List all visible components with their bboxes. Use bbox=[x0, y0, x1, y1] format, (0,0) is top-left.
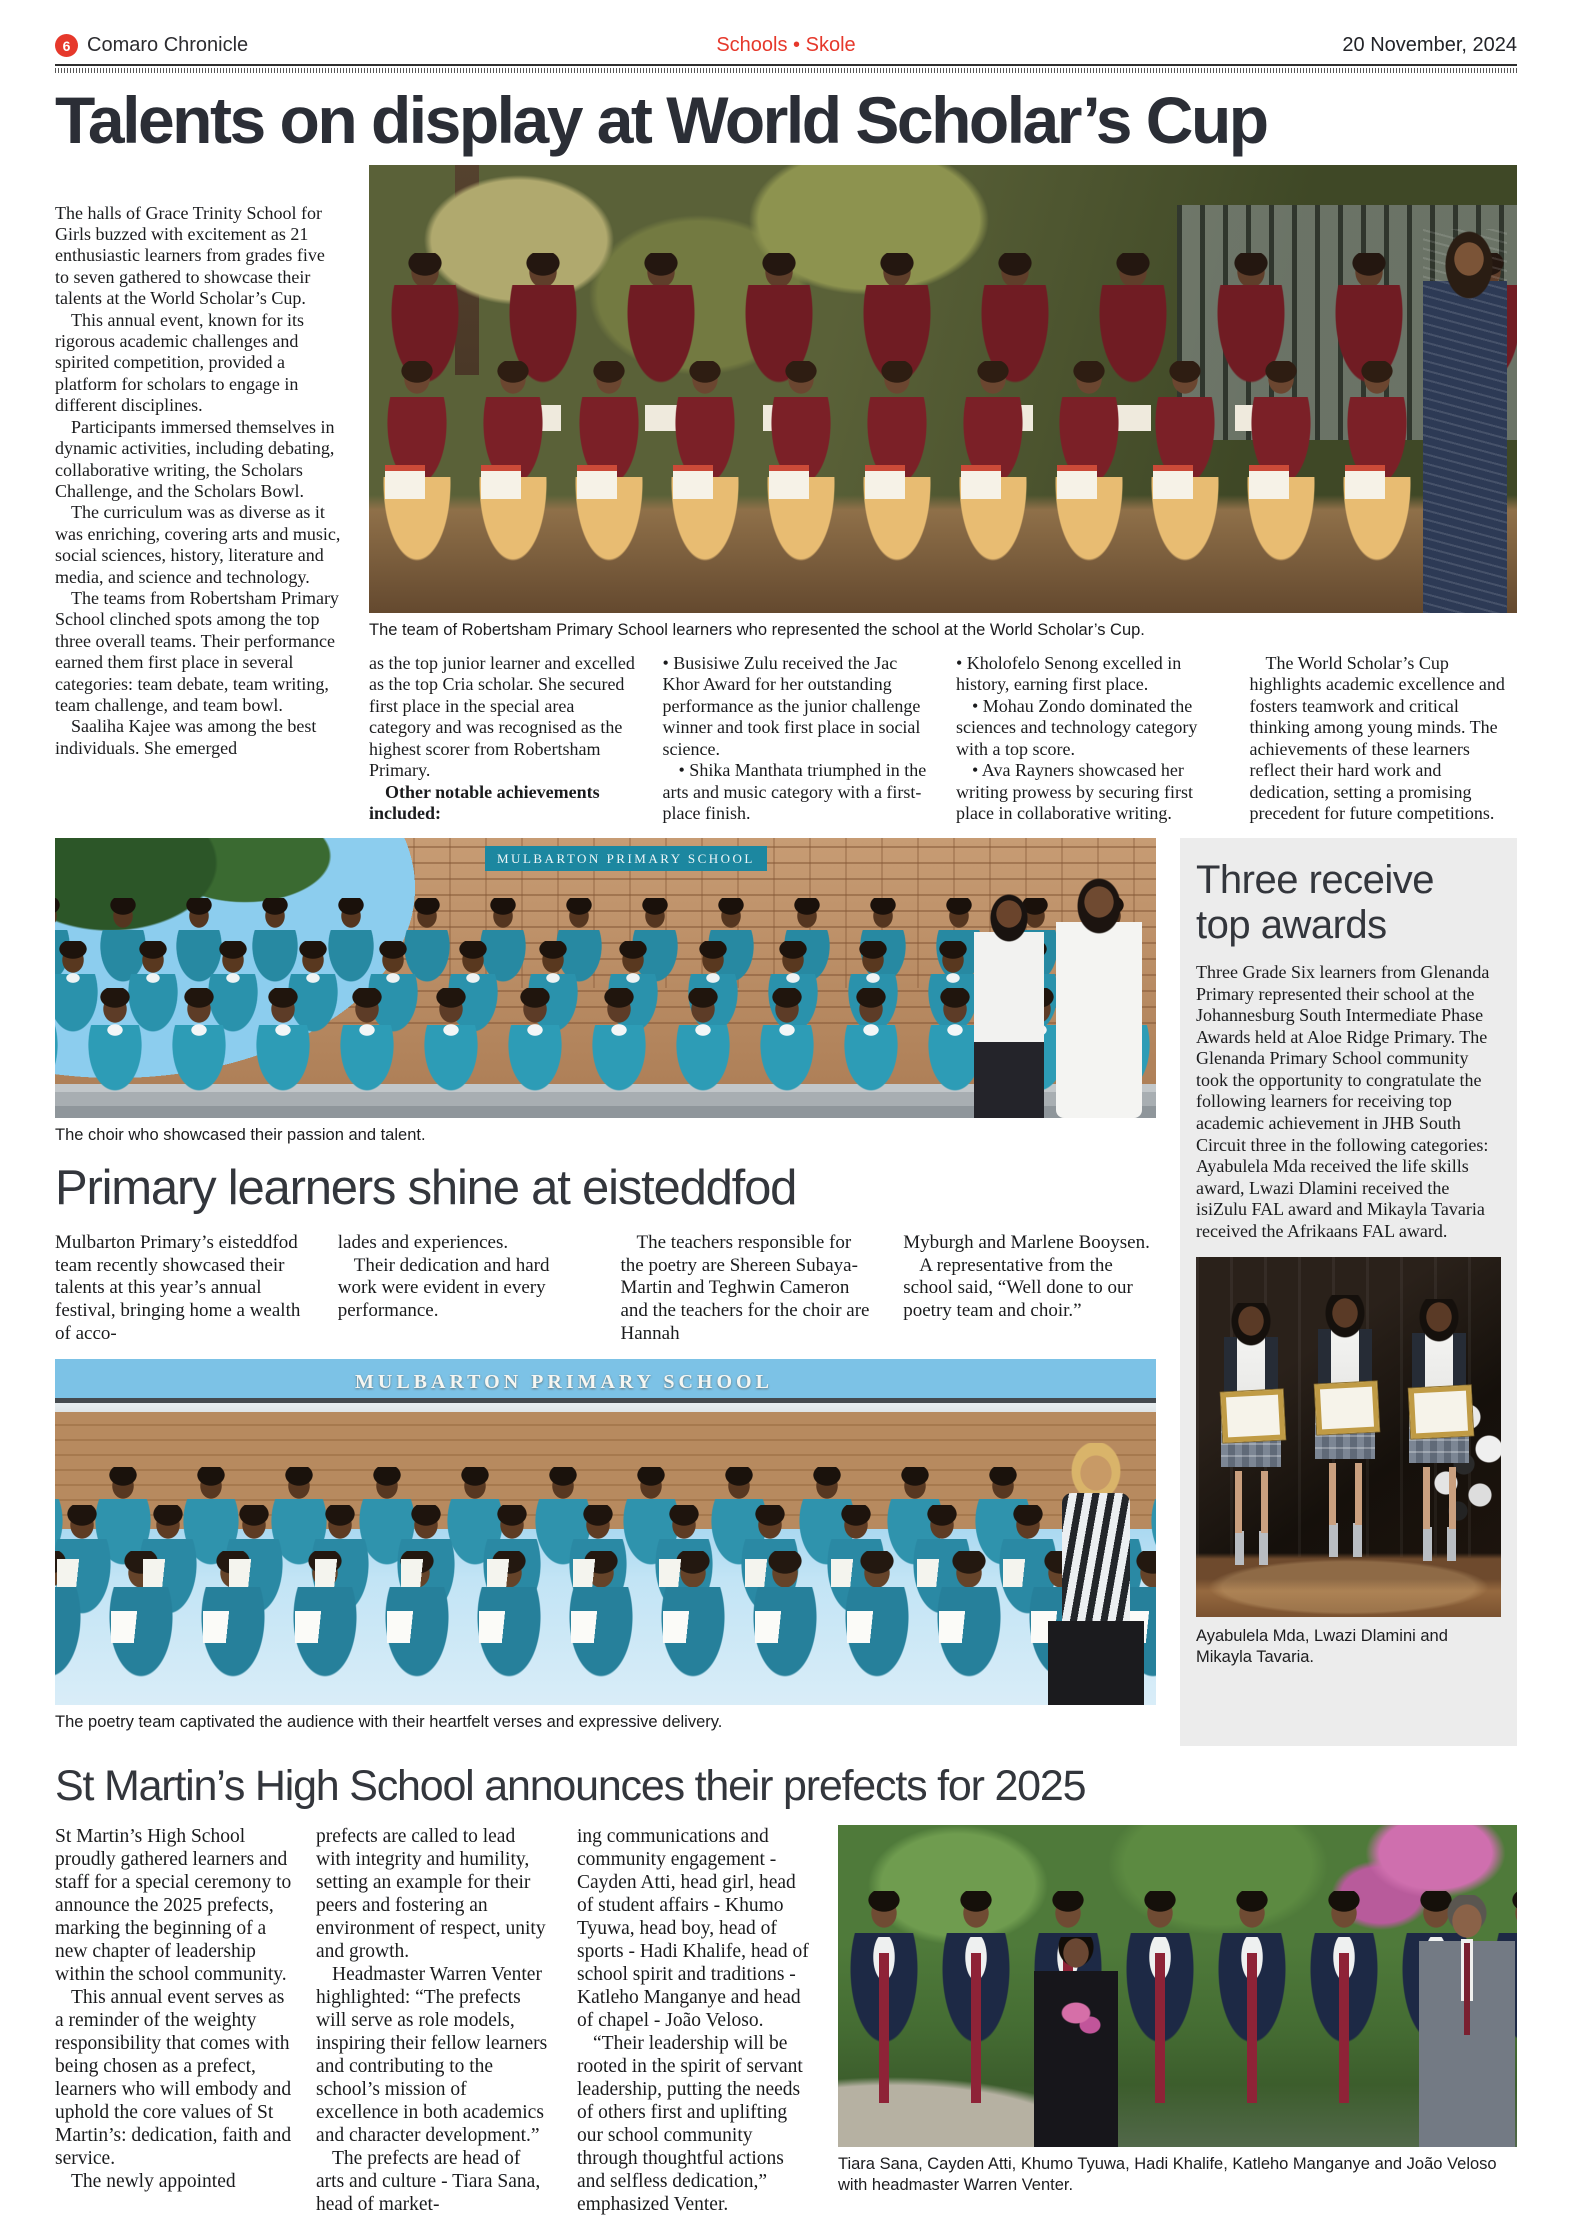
scholars-right-block bbox=[369, 165, 1517, 825]
section-label: Schools • Skole bbox=[716, 34, 856, 56]
award-girl-figure-2 bbox=[1302, 1295, 1388, 1565]
issue-date: 20 November, 2024 bbox=[1342, 34, 1517, 56]
eisteddfod-column-3: The teachers responsible for the poetry are Shereen Subaya-Martin and Teghwin Cameron and the teachers for the choir are Hannah bbox=[620, 1232, 870, 1344]
school-sign-poetry: MULBARTON PRIMARY SCHOOL bbox=[355, 1371, 773, 1394]
poetry-teacher-figure bbox=[1048, 1443, 1144, 1705]
scholars-column-5: The World Scholar’s Cup highlights academic excellence and fosters teamwork and critical thinking among young minds. The achievements of these learners reflect their hard work and dedication, setting a promising precedent for future competitions. bbox=[1249, 653, 1505, 823]
scholars-intro-column: The halls of Grace Trinity School for Girls buzzed with excitement as 21 enthusiastic learners from grades five to seven gathered to showcase their talents at the World Scholar’s Cup. This annual event, known for its rigorous academic challenges and spirited competition, provided a platform for scholars to engage in different disciplines. Participants immersed themselves in dynamic activities, including debating, collaborative writing, the Scholars Challenge, and the Scholars Bowl. The curriculum was as diverse as it was enriching, covering arts and music, social sciences, history, literature and media, and science and technology. The teams from Robertsham Primary School clinched spots among the top three overall teams. Their performance earned them first place in several categories: team debate, team writing, team challenge, and team bowl. Saaliha Kajee was among the best individuals. She emerged bbox=[55, 202, 341, 758]
scholars-columns bbox=[369, 653, 1517, 824]
middle-section bbox=[55, 838, 1517, 1745]
choir-photo-caption: The choir who showcased their passion and talent. bbox=[55, 1126, 426, 1145]
headline-prefects: St Martin’s High School announces their prefects for 2025 bbox=[55, 1761, 1086, 1810]
flower-girl-figure bbox=[1034, 1937, 1118, 2147]
scholars-column-4: • Kholofelo Senong excelled in history, earning first place. • Mohau Zondo dominated the sciences and technology category with a top score. • Ava Rayners showcased her writing prowess by securing first place in collaborative writing. bbox=[956, 653, 1198, 823]
masthead-title: Comaro Chronicle bbox=[87, 34, 249, 56]
article-eisteddfod bbox=[55, 838, 1156, 1745]
article-prefects bbox=[55, 1761, 1517, 2216]
prefects-photo bbox=[838, 1825, 1517, 2147]
school-sign: MULBARTON PRIMARY SCHOOL bbox=[485, 846, 767, 871]
eisteddfod-column-1: Mulbarton Primary’s eisteddfod team recently showcased their talents at this year’s annual festival, bringing home a wealth of acco- bbox=[55, 1232, 301, 1344]
awards-photo bbox=[1196, 1257, 1501, 1617]
awards-photo-caption: Ayabulela Mda, Lwazi Dlamini and Mikayla Tavaria. bbox=[1196, 1626, 1448, 1667]
prefects-photo-block bbox=[838, 1825, 1517, 2216]
award-girl-figure-1 bbox=[1208, 1303, 1294, 1573]
poetry-photo-caption: The poetry team captivated the audience with their heartfelt verses and expressive delivery. bbox=[55, 1713, 723, 1732]
masthead-left bbox=[55, 34, 542, 57]
article-three-receive-top-awards bbox=[1180, 838, 1517, 1745]
headmaster-figure bbox=[1419, 1895, 1515, 2147]
page-header bbox=[55, 34, 1517, 57]
article-world-scholars-cup bbox=[55, 165, 1517, 825]
prefects-column-2: prefects are called to lead with integrity and humility, setting an example for their peers and fostering an environment of respect, unity and growth. Headmaster Warren Venter highlighted: “The prefects will serve as role models, inspiring their fellow learners and contributing to the school’s mission of excellence in both academics and character development.” The prefects are head of arts and culture - Tiara Sana, head of market- bbox=[316, 1825, 548, 2215]
prefects-column-1: St Martin’s High School proudly gathered learners and staff for a special ceremony to announce the 2025 prefects, marking the beginning of a new chapter of leadership within the school community. This annual event serves as a reminder of the weighty responsibility that comes with being chosen as a prefect, learners who will embody and uphold the core values of St Martin’s: dedication, faith and service. The newly appointed bbox=[55, 1825, 292, 2192]
eisteddfod-column-2: lades and experiences. Their dedication and hard work were evident in every performance. bbox=[337, 1232, 550, 1322]
awards-body: Three Grade Six learners from Glenanda Primary represented their school at the Johannesburg South Intermediate Phase Awards held at Aloe Ridge Primary. The Glenanda Primary School community took the opportunity to congratulate the following learners for receiving top academic achievement in JHB South Circuit three in the following categories: Ayabulela Mda received the life skills award, Lwazi Dlamini received the isiZulu FAL award and Mikayla Tavaria received the Afrikaans FAL award. bbox=[1196, 961, 1490, 1242]
headline-world-scholars-cup: Talents on display at World Scholar’s Cup bbox=[55, 83, 1267, 157]
eisteddfod-columns bbox=[55, 1232, 1156, 1345]
prefects-columns bbox=[55, 1825, 1517, 2216]
headline-top-awards: Three receive top awards bbox=[1196, 858, 1435, 948]
teacher-figure bbox=[1423, 229, 1507, 613]
prefects-column-3: ing communications and community engagement - Cayden Atti, head girl, head of student affairs - Khumo Tyuwa, head boy, head of sports - Hadi Khalife, head of school spirit and traditions - Katleho Manganye and head of chapel - João Veloso. “Their leadership will be rooted in the spirit of servant leadership, putting the needs of others first and uplifting our school community through thoughtful actions and selfless dedication,” emphasized Venter. bbox=[577, 1825, 809, 2215]
eisteddfod-column-4: Myburgh and Marlene Booysen. A representative from the school said, “Well done to our poetry team and choir.” bbox=[903, 1232, 1150, 1322]
scholars-photo-caption: The team of Robertsham Primary School learners who represented the school at the World Scholar’s Cup. bbox=[369, 620, 1145, 639]
choir-teacher-figure-2 bbox=[974, 892, 1044, 1118]
choir-teacher-figure bbox=[1056, 876, 1142, 1118]
scholars-column-3: • Busisiwe Zulu received the Jac Khor Award for her outstanding performance as the junior challenge winner and took first place in social science. • Shika Manthata triumphed in the arts and music category with a first-place finish. bbox=[662, 653, 927, 823]
award-girl-figure-3 bbox=[1396, 1299, 1482, 1569]
page-number-badge: 6 bbox=[55, 34, 78, 57]
masthead-rule bbox=[55, 64, 1517, 74]
poetry-team-photo bbox=[55, 1359, 1156, 1705]
scholars-group-photo bbox=[369, 165, 1517, 613]
prefects-photo-caption: Tiara Sana, Cayden Atti, Khumo Tyuwa, Hadi Khalife, Katleho Manganye and João Veloso with headmaster Warren Venter. bbox=[838, 2154, 1497, 2195]
scholars-column-2: as the top junior learner and excelled as the top Cria scholar. She secured first place in the special area category and was recognised as the highest scorer from Robertsham Primary. Other notable achievements included: bbox=[369, 653, 635, 823]
headline-eisteddfod: Primary learners shine at eisteddfod bbox=[55, 1160, 797, 1215]
choir-photo bbox=[55, 838, 1156, 1118]
